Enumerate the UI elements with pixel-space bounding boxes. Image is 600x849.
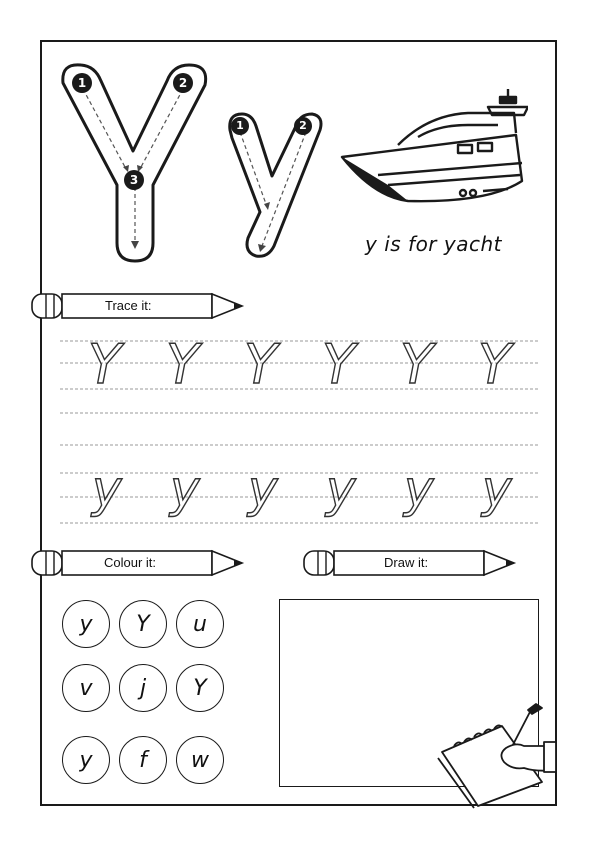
trace-letter[interactable]: Y [166,333,199,396]
colour-circle[interactable]: w [176,736,224,784]
colour-circle[interactable]: Y [176,664,224,712]
trace-letter[interactable]: y [404,460,434,518]
caption-y-is-for-yacht: y is for yacht [365,232,502,256]
draw-it-label: Draw it: [384,555,429,570]
trace-letter[interactable]: Y [88,333,121,396]
trace-letter[interactable]: Y [322,333,355,396]
colour-circle[interactable]: f [119,736,167,784]
yacht-illustration [338,85,528,210]
trace-letter[interactable]: Y [400,333,433,396]
trace-letter[interactable]: y [92,460,122,518]
trace-letter[interactable]: y [248,460,278,518]
trace-letter[interactable]: y [482,460,512,518]
colour-circle[interactable]: Y [119,600,167,648]
colour-it-label: Colour it: [104,555,157,570]
handwriting-lines [60,335,540,530]
colour-circle[interactable]: j [119,664,167,712]
trace-letter[interactable]: y [170,460,200,518]
stroke-number-1: 1 [231,117,249,135]
colour-circle[interactable]: v [62,664,110,712]
colour-circle[interactable]: y [62,600,110,648]
stroke-number-2: 2 [294,117,312,135]
stroke-number-1: 1 [72,73,92,93]
stroke-number-3: 3 [124,170,144,190]
trace-it-label: Trace it: [105,298,152,313]
hand-writing-illustration [432,700,560,810]
trace-letter[interactable]: Y [244,333,277,396]
colour-circle[interactable]: u [176,600,224,648]
trace-letter[interactable]: y [326,460,356,518]
trace-letter[interactable]: Y [478,333,511,396]
stroke-number-2: 2 [173,73,193,93]
colour-circle[interactable]: y [62,736,110,784]
